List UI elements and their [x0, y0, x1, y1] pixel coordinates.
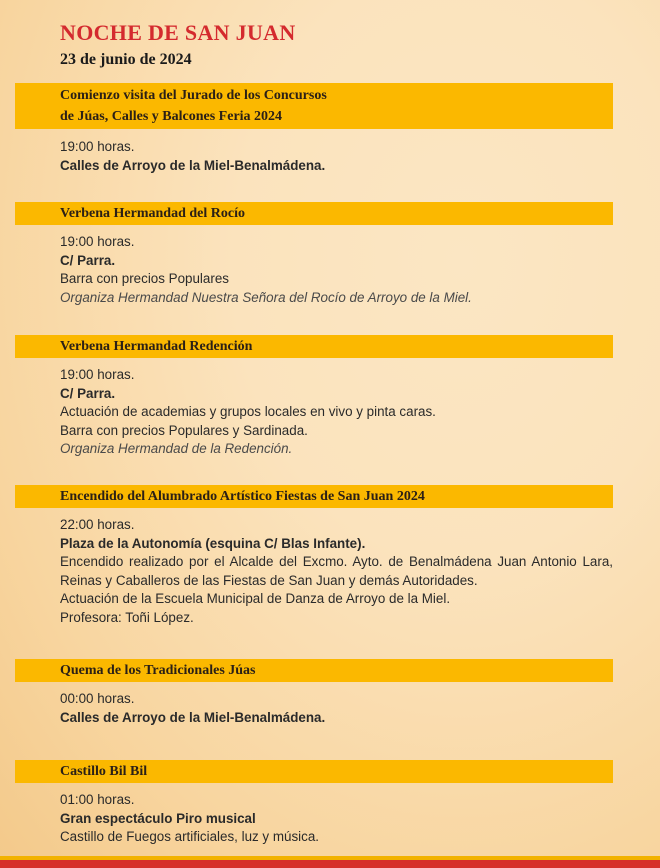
event-juas	[15, 659, 613, 727]
event-time: 19:00 horas.	[60, 234, 135, 249]
event-detail: Barra con precios Populares y Sardinada.	[60, 422, 308, 438]
event-title-line: Verbena Hermandad del Rocío	[60, 206, 245, 221]
event-alumbrado	[15, 485, 613, 627]
event-redencion	[15, 335, 613, 459]
event-title-line: de Júas, Calles y Balcones Feria 2024	[60, 109, 283, 124]
event-jurado	[15, 83, 613, 175]
event-detail: Castillo de Fuegos artificiales, luz y música.	[60, 829, 319, 844]
event-detail: Profesora: Toñi López.	[60, 609, 194, 625]
event-title-line: Comienzo visita del Jurado de los Concursos	[60, 88, 327, 103]
event-title-line: Quema de los Tradicionales Júas	[60, 663, 256, 678]
event-place: Gran espectáculo Piro musical	[60, 810, 256, 826]
event-place: Calles de Arroyo de la Miel-Benalmádena.	[60, 157, 326, 173]
event-title-line: Verbena Hermandad Redención	[60, 339, 253, 354]
event-body	[15, 358, 613, 459]
event-title-line: Encendido del Alumbrado Artístico Fiestas de San Juan 2024	[60, 489, 425, 504]
event-time: 19:00 horas.	[60, 139, 135, 154]
event-body	[15, 682, 613, 727]
page-date: 23 de junio de 2024	[60, 51, 192, 68]
event-time: 22:00 horas.	[60, 517, 135, 532]
event-organizer: Organiza Hermandad Nuestra Señora del Rocío de Arroyo de la Miel.	[60, 289, 472, 305]
event-body	[15, 129, 613, 175]
event-time: 01:00 horas.	[60, 792, 135, 807]
bottom-flag-stripe	[0, 856, 660, 868]
event-place: Plaza de la Autonomía (esquina C/ Blas Infante).	[60, 535, 366, 551]
event-organizer: Organiza Hermandad de la Redención.	[60, 441, 293, 456]
event-rocio	[15, 202, 613, 307]
event-place: C/ Parra.	[60, 252, 116, 268]
event-title-line: Castillo Bil Bil	[60, 764, 148, 779]
event-detail: Actuación de academias y grupos locales en vivo y pinta caras.	[60, 404, 436, 419]
event-time: 19:00 horas.	[60, 367, 135, 382]
event-detail: Barra con precios Populares	[60, 271, 229, 286]
event-body	[15, 783, 613, 847]
event-detail: Actuación de la Escuela Municipal de Danza de Arroyo de la Miel.	[60, 591, 451, 606]
event-place: Calles de Arroyo de la Miel-Benalmádena.	[60, 709, 326, 725]
event-title-bar	[15, 83, 613, 129]
event-title-bar	[15, 760, 613, 783]
event-castillo	[15, 760, 613, 847]
event-time: 00:00 horas.	[60, 691, 135, 706]
event-body	[15, 508, 613, 627]
page-title: NOCHE DE SAN JUAN	[60, 20, 296, 45]
event-body	[15, 225, 613, 307]
event-place: C/ Parra.	[60, 385, 116, 401]
event-title-bar	[15, 202, 613, 225]
event-title-bar	[15, 335, 613, 358]
event-title-bar	[15, 485, 613, 508]
event-description: Encendido realizado por el Alcalde del Excmo. Ayto. de Benalmádena Juan Antonio Lara, Reinas y Caballeros de las Fiestas de San Juan y demás Autoridades.	[60, 554, 613, 588]
event-title-bar	[15, 659, 613, 682]
